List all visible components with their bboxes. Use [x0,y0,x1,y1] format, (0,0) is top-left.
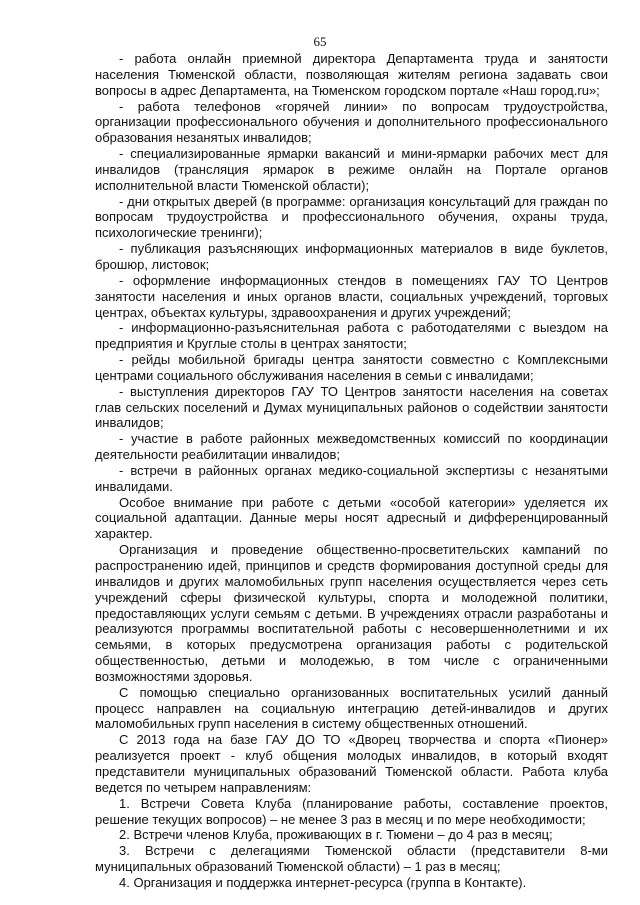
document-body [95,51,608,891]
paragraph: - рейды мобильной бригады центра занятости совместно с Комплексными центрами социального обслуживания населения в семьи с инвалидами; [95,352,608,383]
paragraph: С помощью специально организованных воспитательных усилий данный процесс направлен на социальную интеграцию детей-инвалидов и других маломобильных групп населения в систему общественных отношений. [95,684,608,732]
paragraph: - выступления директоров ГАУ ТО Центров занятости населения на советах глав сельских поселений и Думах муниципальных районов о содействии занятости инвалидов; [95,383,608,431]
page-number: 65 [313,34,327,49]
paragraph: - оформление информационных стендов в помещениях ГАУ ТО Центров занятости населения и иных органов власти, социальных учреждений, торговых центрах, объектах культуры, здравоохранения и других учреждений; [95,272,608,320]
paragraph: - работа телефонов «горячей линии» по вопросам трудоустройства, организации профессионального обучения и дополнительного профессионального образования незанятых инвалидов; [95,98,608,146]
paragraph: Особое внимание при работе с детьми «особой категории» уделяется их социальной адаптации. Данные меры носят адресный и дифференцированный характер. [95,494,608,542]
paragraph: - дни открытых дверей (в программе: организация консультаций для граждан по вопросам трудоустройства и профессионального обучения, охраны труда, психологические тренинги); [95,193,608,241]
list-item: 3. Встречи с делегациями Тюменской области (представители 8-ми муниципальных образований Тюменской области) – 1 раз в месяц; [95,843,608,875]
list-item: 1. Встречи Совета Клуба (планирование работы, составление проектов, решение текущих вопросов) – не менее 3 раз в месяц и по мере необходимости; [95,795,608,827]
paragraph: - информационно-разъяснительная работа с работодателями с выездом на предприятия и Круглые столы в центрах занятости; [95,320,608,352]
paragraph: - публикация разъясняющих информационных материалов в виде буклетов, брошюр, листовок; [95,241,608,272]
paragraph: Организация и проведение общественно-просветительских кампаний по распространению идей, принципов и средств формирования доступной среды для инвалидов и других маломобильных групп населения осуществляется через сеть учреждений сферы физической культуры, спорта и молодежной политики, предоставляющих услуги семьям с детьми. В учреждениях отрасли разработаны и реализуются программы воспитательной работы с несовершеннолетними и их семьями, в которых предусмотрена организация работы с родительской общественностью, детьми и молодежью, в том числе с ограниченными возможностями здоровья. [95,542,608,684]
paragraph: - специализированные ярмарки вакансий и мини-ярмарки рабочих мест для инвалидов (трансляция ярмарок в режиме онлайн на Портале органов исполнительной власти Тюменской области); [95,146,608,193]
paragraph: - работа онлайн приемной директора Департамента труда и занятости населения Тюменской области, позволяющая жителям региона задавать свои вопросы в адрес Департамента, на Тюменском городском портале «Наш город.ru»; [95,51,608,98]
list-item: 4. Организация и поддержка интернет-ресурса (группа в Контакте). [119,874,527,890]
paragraph: С 2013 года на базе ГАУ ДО ТО «Дворец творчества и спорта «Пионер» реализуется проект - клуб общения молодых инвалидов, в который входят представители муниципальных образований Тюменской области. Работа клуба ведется по четырем направлениям: [95,732,608,795]
list-item: 2. Встречи членов Клуба, проживающих в г. Тюмени – до 4 раз в месяц; [119,827,553,843]
paragraph: - участие в работе районных межведомственных комиссий по координации деятельности реабилитации инвалидов; [95,431,608,463]
paragraph: - встречи в районных органах медико-социальной экспертизы с незанятыми инвалидами. [95,462,608,494]
